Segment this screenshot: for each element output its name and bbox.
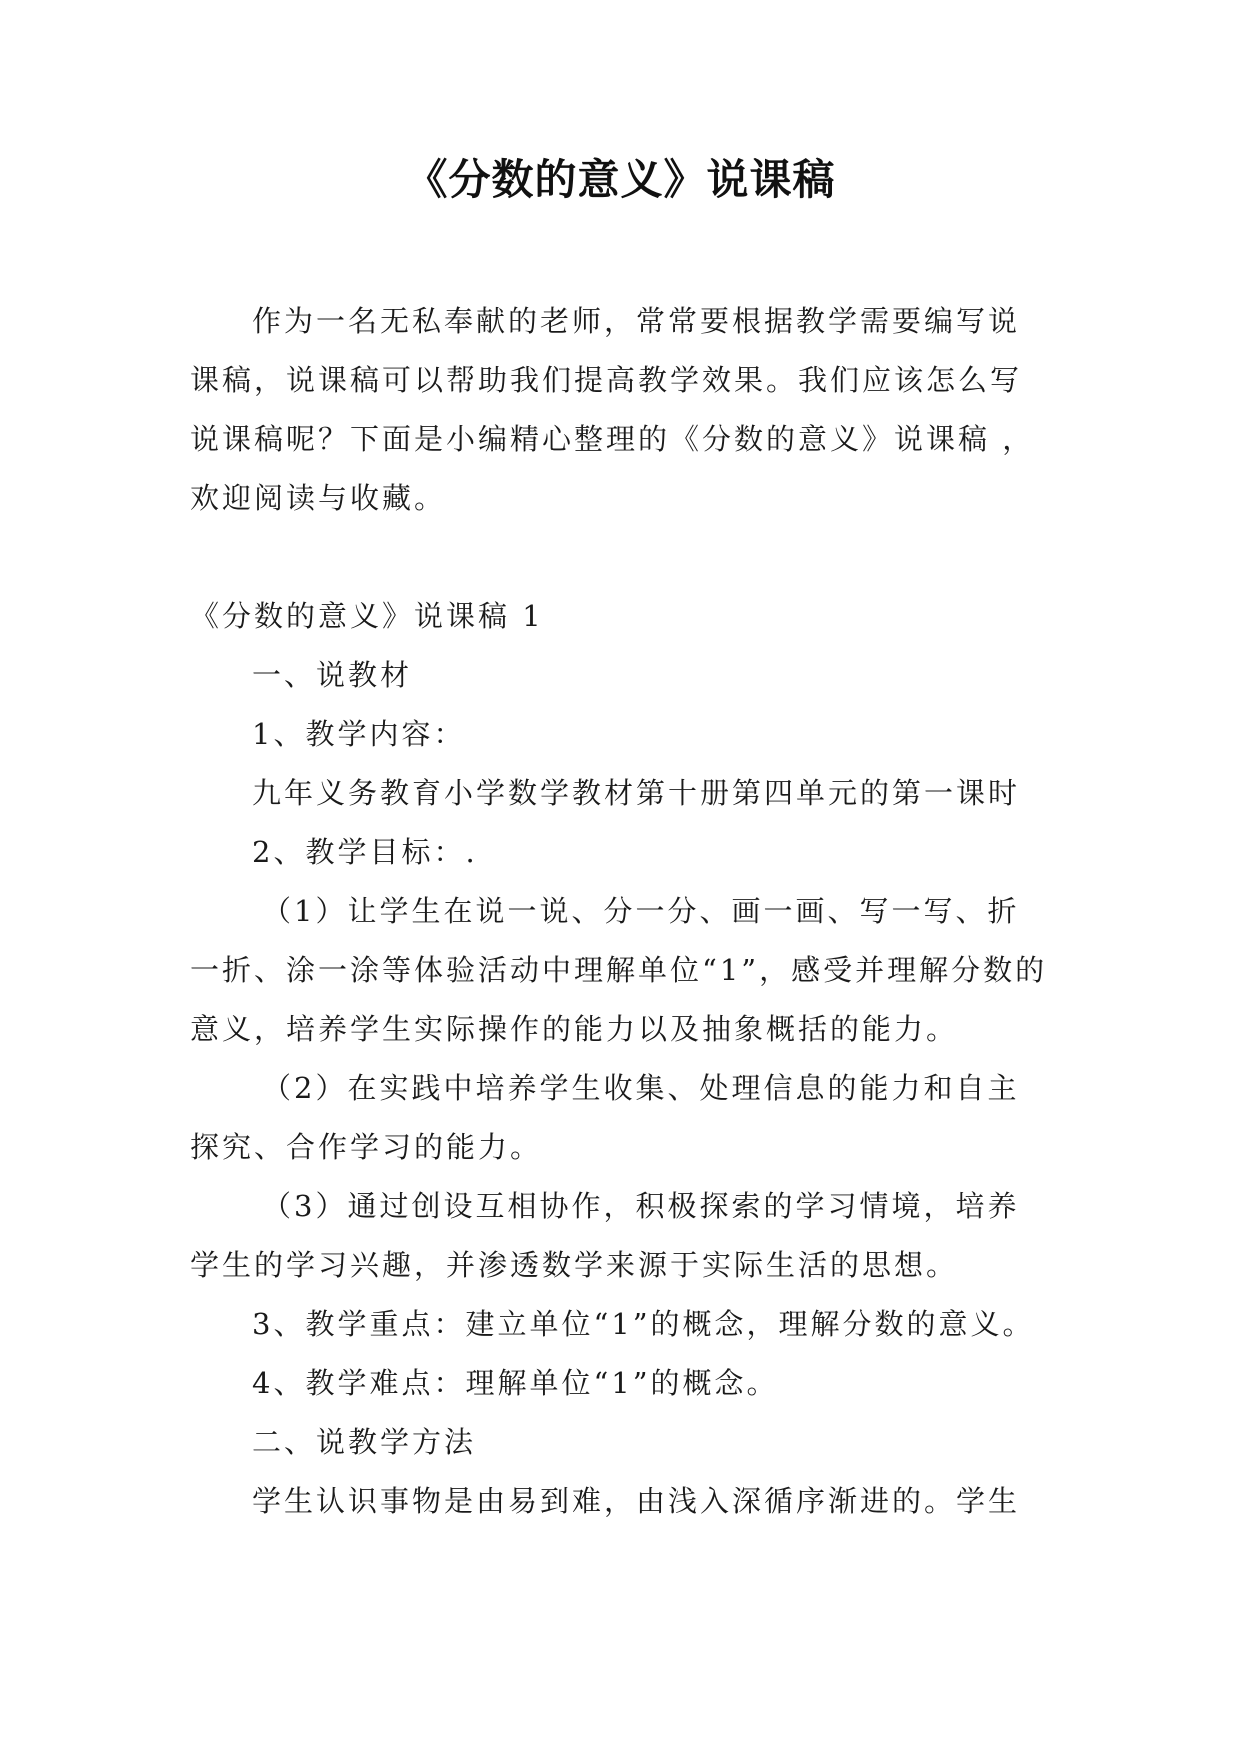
section-heading: 《分数的意义》说课稿 1 bbox=[190, 599, 544, 633]
paragraph-goal-2: （2）在实践中培养学生收集、处理信息的能力和自主探究、合作学习的能力。 bbox=[190, 1071, 1020, 1164]
document-title: 《分数的意义》说课稿 bbox=[405, 155, 836, 204]
heading-teaching-goals: 2、教学目标：. bbox=[252, 835, 478, 869]
heading-teaching-content: 1、教学内容： bbox=[252, 717, 466, 751]
paragraph-difficult-point: 4、教学难点：理解单位“1”的概念。 bbox=[252, 1366, 779, 1400]
document-body bbox=[190, 292, 1050, 1531]
paragraph-goal-1: （1）让学生在说一说、分一分、画一画、写一写、折一折、涂一涂等体验活动中理解单位“1”，感受并理解分数的意义，培养学生实际操作的能力以及抽象概括的能力。 bbox=[190, 894, 1048, 1046]
paragraph-teaching-content: 九年义务教育小学数学教材第十册第四单元的第一课时 bbox=[252, 776, 1021, 810]
intro-paragraph: 作为一名无私奉献的老师，常常要根据教学需要编写说课稿，说课稿可以帮助我们提高教学效果。我们应该怎么写说课稿呢？下面是小编精心整理的《分数的意义》说课稿 ，欢迎阅读与收藏。 bbox=[190, 304, 1035, 515]
paragraph-goal-3: （3）通过创设互相协作，积极探索的学习情境，培养学生的学习兴趣，并渗透数学来源于实际生活的思想。 bbox=[190, 1189, 1020, 1282]
heading-teaching-material: 一、说教材 bbox=[252, 658, 413, 692]
heading-teaching-method: 二、说教学方法 bbox=[252, 1425, 477, 1459]
paragraph-teaching-method: 学生认识事物是由易到难，由浅入深循序渐进的。学生 bbox=[252, 1484, 1021, 1518]
paragraph-key-point: 3、教学重点：建立单位“1”的概念，理解分数的意义。 bbox=[252, 1307, 1035, 1341]
